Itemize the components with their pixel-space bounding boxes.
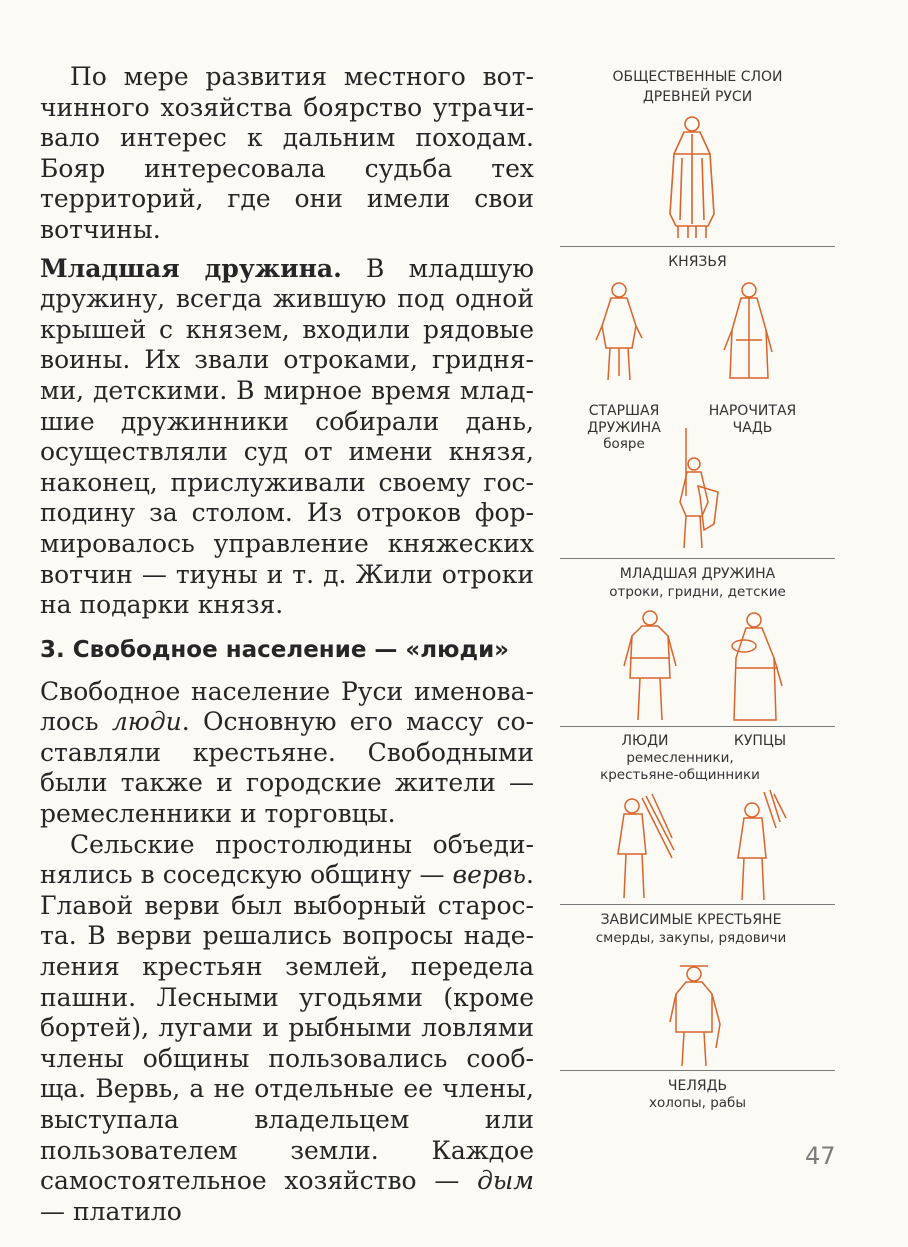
- label-nobles-line2: ЧАДЬ: [732, 420, 773, 436]
- label-people: ЛЮДИ: [621, 733, 669, 749]
- craftsman-figure-icon: [620, 608, 680, 728]
- label-nobles-line1: НАРОЧИТАЯ: [708, 403, 797, 419]
- diagram-title-line2: ДРЕВНЕЙ РУСИ: [642, 89, 753, 105]
- paragraph-4-part-a: Сельские простолюдины объединялись в соседскую общину —: [40, 829, 534, 890]
- label-servants: ЧЕЛЯДЬ: [667, 1078, 728, 1094]
- paragraph-4-part-b: . Главой верви был выборный староста. В верви решались вопросы наделения крестьян землей, передела пашни. Лесными угодьями (кроме бортей), лугами и рыбными ловлями члены общины пользовались сообща. Вервь, а не отдельные ее члены, выступала владельцем или пользователем земли. Каждое самостоятельное хозяйство —: [40, 860, 534, 1196]
- term-dym: дым: [477, 1166, 534, 1196]
- label-junior-sub: отроки, гридни, детские: [609, 584, 786, 600]
- section-heading: 3. Свободное население — «люди»: [40, 636, 510, 663]
- paragraph-1: По мере развития местного вотчинного хозяйства боярство утрачивало интерес к дальним походам. Бояр интересовала судьба тех территорий, где они имели свои вотчины.: [40, 62, 534, 244]
- paragraph-4: [40, 830, 534, 1228]
- merchant-figure-icon: [726, 608, 786, 728]
- divider-servants: [560, 1070, 835, 1071]
- social-layers-diagram: [560, 66, 835, 1126]
- label-merchants: КУПЦЫ: [733, 733, 787, 749]
- main-text: [40, 62, 534, 1227]
- paragraph-4-part-c: — платило: [40, 1196, 182, 1226]
- label-senior-line1: СТАРШАЯ: [588, 403, 660, 419]
- label-dependent-sub: смерды, закупы, рядовичи: [595, 930, 787, 946]
- servant-figure-icon: [664, 958, 724, 1072]
- peasant-figure-icon: [612, 788, 678, 906]
- paragraph-2-lead: Младшая дружина.: [40, 253, 342, 283]
- diagram-title-line1: ОБЩЕСТВЕННЫЕ СЛОИ: [612, 69, 783, 85]
- boyar-figure-icon: [594, 280, 644, 388]
- divider-princes: [560, 246, 835, 247]
- paragraph-3: [40, 677, 534, 830]
- prince-figure-icon: [662, 114, 722, 242]
- label-servants-sub: холопы, рабы: [648, 1095, 747, 1111]
- label-people-sub1: ремесленники,: [626, 750, 734, 766]
- peasant-woman-figure-icon: [730, 788, 790, 906]
- label-junior: МЛАДШАЯ ДРУЖИНА: [619, 566, 776, 582]
- label-princes: КНЯЗЬЯ: [668, 254, 727, 270]
- label-senior-line2: ДРУЖИНА: [587, 420, 661, 436]
- label-people-sub2: крестьяне-общинники: [600, 767, 760, 783]
- paragraph-2-text: В младшую дружину, всегда жившую под одной крышей с князем, входили рядовые воины. Их звали отроками, гриднями, детскими. В мирное время младшие дружинники собирали дань, осуществляли суд от имени князя, наконец, прислуживали своему господину за столом. Из отроков формировалось управление княжеских вотчин — тиуны и т. д. Жили отроки на подарки князя.: [40, 253, 534, 620]
- term-people: люди: [111, 707, 182, 737]
- warrior-figure-icon: [664, 426, 722, 552]
- paragraph-3-part-b: . Основную его массу составляли крестьяне. Свободными были также и городские жители — ремесленники и торговцы.: [40, 707, 534, 829]
- paragraph-2: [40, 254, 534, 621]
- divider-people: [560, 726, 835, 727]
- noble-figure-icon: [722, 280, 776, 388]
- divider-dependent: [560, 904, 835, 905]
- label-dependent: ЗАВИСИМЫЕ КРЕСТЬЯНЕ: [600, 912, 782, 928]
- term-verv: вервь: [452, 860, 527, 890]
- page-number: 47: [805, 1142, 836, 1170]
- label-senior-sub: бояре: [603, 436, 645, 452]
- divider-junior: [560, 558, 835, 559]
- paragraph-3-part-a: Свободное население Руси именовалось: [40, 676, 534, 737]
